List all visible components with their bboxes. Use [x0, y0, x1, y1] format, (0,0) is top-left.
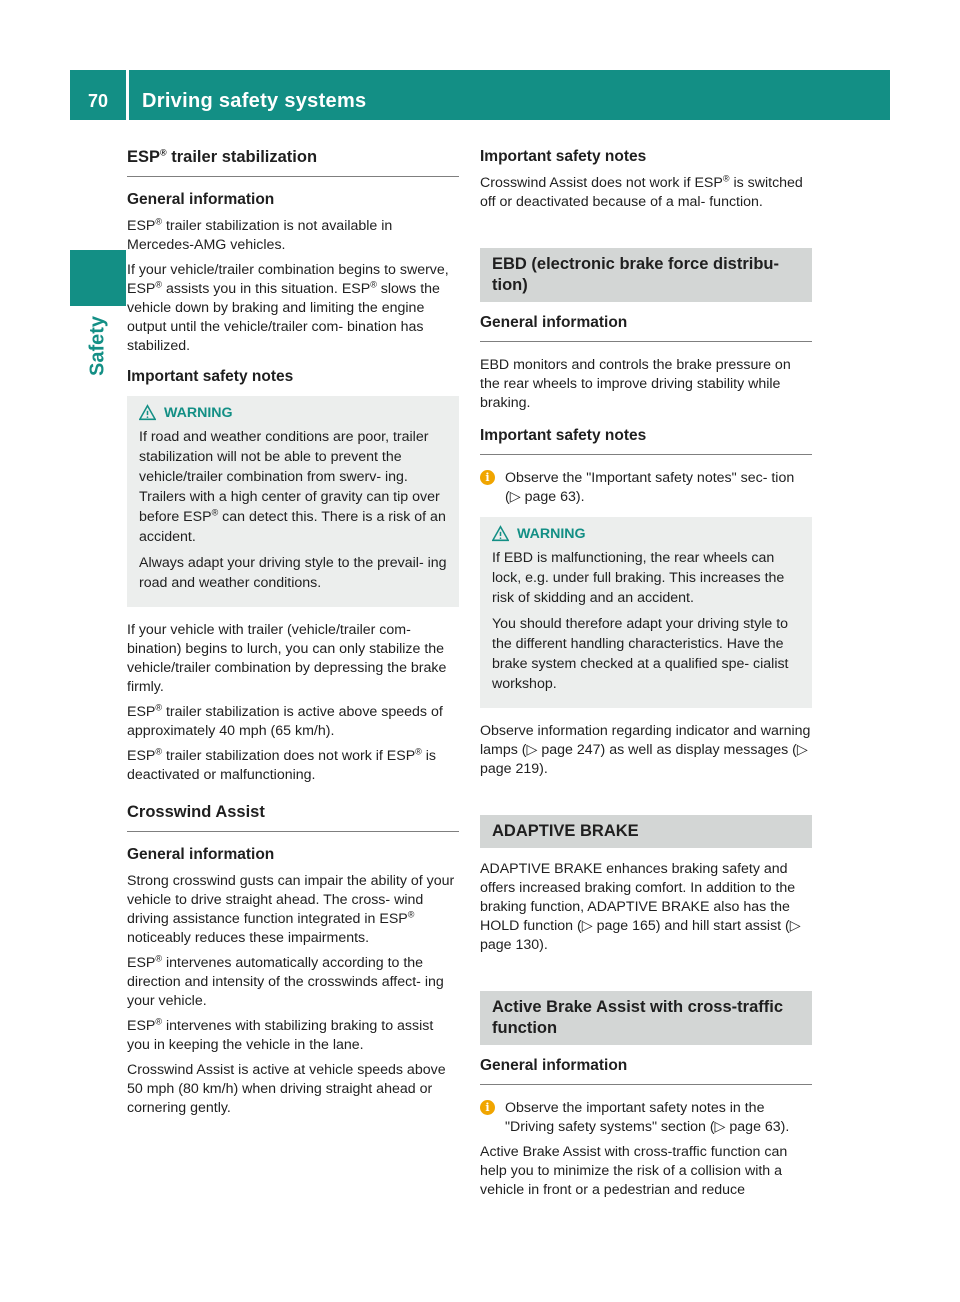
- info-note: [480, 1099, 812, 1137]
- warning-triangle-icon: [139, 404, 156, 421]
- paragraph: Observe information regarding indicator and warning lamps (▷ page 247) as well as display messages (▷ page 219).: [480, 723, 811, 777]
- page-number: 70: [87, 91, 109, 111]
- section-heading-ebd: EBD (electronic brake force distribu- tion): [480, 248, 812, 302]
- warning-box: [480, 517, 812, 708]
- paragraph: If your vehicle/trailer combination begins to swerve, ESP® assists you in this situation. ESP® slows the vehicle down by braking and limiting the engine output until the vehicle/trailer com- bination has stabilized.: [127, 262, 449, 354]
- paragraph: ESP® intervenes with stabilizing braking to assist you in keeping the vehicle in the lane.: [127, 1016, 434, 1053]
- left-column: [127, 148, 459, 1124]
- subheading-important-safety-notes: Important safety notes: [480, 148, 647, 165]
- warning-label: WARNING: [517, 525, 586, 542]
- paragraph: Crosswind Assist is active at vehicle speeds above 50 mph (80 km/h) when driving straight ahead or cornering gently.: [127, 1062, 446, 1116]
- header-divider: [126, 70, 129, 120]
- warning-text: If EBD is malfunctioning, the rear wheels can lock, e.g. under full braking. This increases the risk of skidding and an accident.: [492, 550, 785, 606]
- paragraph: Crosswind Assist does not work if ESP® is switched off or deactivated because of a mal- function.: [480, 173, 803, 210]
- subheading-general-information: General information: [127, 191, 275, 208]
- subheading-important-safety-notes: Important safety notes: [127, 368, 294, 385]
- warning-text: Always adapt your driving style to the prevail- ing road and weather conditions.: [139, 555, 447, 591]
- paragraph: ESP® trailer stabilization does not work if ESP® is deactivated or malfunctioning.: [127, 746, 436, 783]
- paragraph: If your vehicle with trailer (vehicle/trailer com- bination) begins to lurch, you can only stabilize the vehicle/trailer combination by depressing the brake firmly.: [127, 622, 447, 695]
- paragraph: Active Brake Assist with cross-traffic function can help you to minimize the risk of a collision with a vehicle in front or a pedestrian and reduce: [480, 1144, 788, 1198]
- info-note: [480, 469, 812, 507]
- info-text: Observe the "Important safety notes" sec- tion (▷ page 63).: [505, 470, 795, 505]
- warning-box: [127, 396, 459, 607]
- subheading-general-information: General information: [127, 846, 275, 863]
- paragraph: EBD monitors and controls the brake pressure on the rear wheels to improve driving stability while braking.: [480, 357, 791, 411]
- warning-text: You should therefore adapt your driving style to the different handling characteristics. Have the brake system checked at a qualified spe- cialist workshop.: [492, 616, 789, 692]
- info-text: Observe the important safety notes in the "Driving safety systems" section (▷ page 63).: [505, 1100, 790, 1135]
- side-section-label: Safety: [86, 315, 109, 377]
- page-title: Driving safety systems: [142, 90, 367, 112]
- paragraph: Strong crosswind gusts can impair the ability of your vehicle to drive straight ahead. The cross- wind driving assistance function integrated in ESP® noticeably reduces these impairments.: [127, 873, 455, 946]
- paragraph: ADAPTIVE BRAKE enhances braking safety and offers increased braking comfort. In addition to the braking function, ADAPTIVE BRAKE also has the HOLD function (▷ page 165) and hill start assist (▷ page 130).: [480, 861, 801, 953]
- warning-text: If road and weather conditions are poor, trailer stabilization will not be able to prevent the vehicle/trailer combination from swerv- ing. Trailers with a high center of gravity can tip over before ESP® can detect this. There is a risk of an accident.: [139, 429, 446, 545]
- right-column: [480, 148, 812, 1206]
- paragraph: ESP® trailer stabilization is active above speeds of approximately 40 mph (65 km/h).: [127, 702, 443, 739]
- section-heading-adaptive-brake: ADAPTIVE BRAKE: [480, 815, 812, 848]
- subheading-general-information: General information: [480, 314, 812, 342]
- side-tab-marker: [70, 250, 126, 306]
- paragraph: ESP® trailer stabilization is not available in Mercedes-AMG vehicles.: [127, 216, 393, 253]
- section-heading-crosswind-assist: Crosswind Assist: [127, 803, 459, 832]
- subheading-general-information: General information: [480, 1057, 812, 1085]
- info-icon: i: [480, 470, 495, 485]
- section-heading-esp-trailer: ESP® trailer stabilization: [127, 148, 459, 177]
- paragraph: ESP® intervenes automatically according to the direction and intensity of the crosswinds affect- ing your vehicle.: [127, 953, 444, 1009]
- section-heading-active-brake-assist: Active Brake Assist with cross-traffic function: [480, 991, 812, 1045]
- warning-triangle-icon: [492, 525, 509, 542]
- info-icon: i: [480, 1100, 495, 1115]
- warning-label: WARNING: [164, 404, 233, 421]
- subheading-important-safety-notes: Important safety notes: [480, 427, 812, 455]
